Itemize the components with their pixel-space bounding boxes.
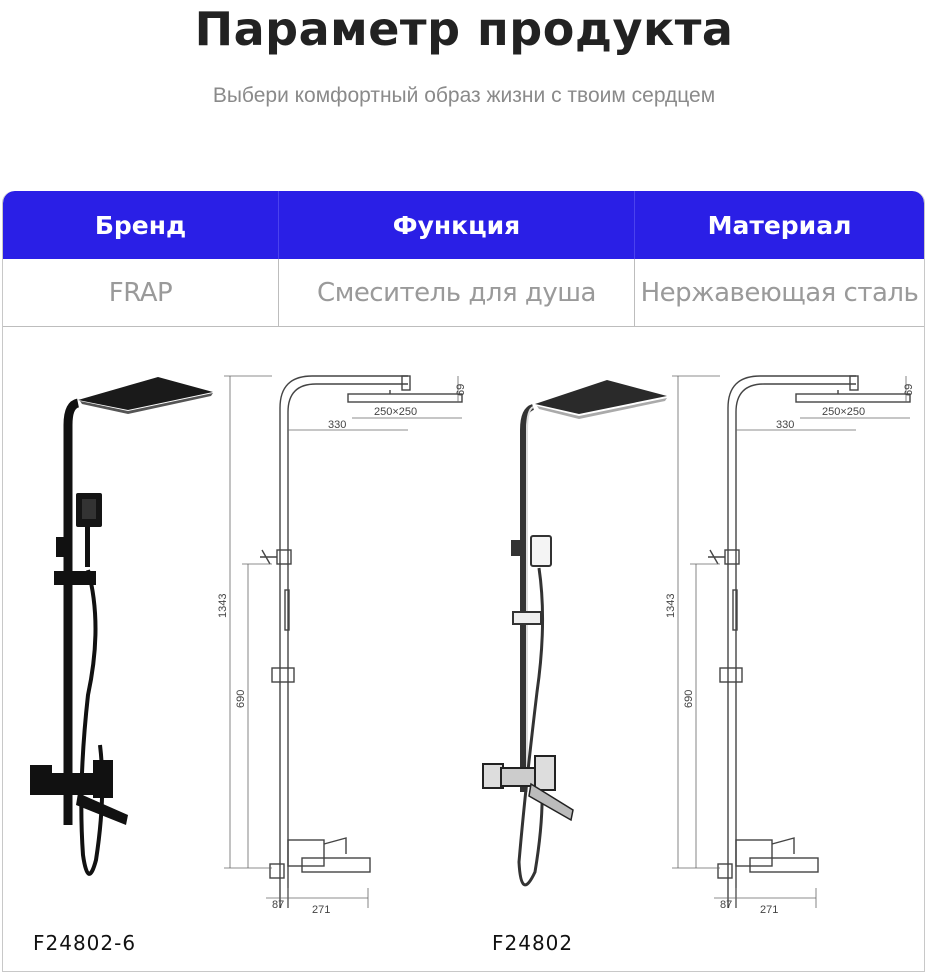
value-material: Нержавеющая сталь — [640, 277, 919, 308]
value-function: Смеситель для душа — [279, 259, 635, 326]
dim-lower-height-black: 690 — [235, 689, 247, 708]
table-header-row — [3, 191, 924, 259]
dim-spout-a-chrome: 87 — [720, 899, 733, 911]
product-photo-chrome — [475, 372, 675, 912]
dim-head-height-black: 69 — [455, 383, 467, 396]
dim-total-height-black: 1343 — [217, 593, 229, 618]
dim-total-height-chrome: 1343 — [665, 593, 677, 618]
product-photo-black — [18, 365, 218, 910]
technical-drawing-black — [212, 368, 474, 920]
dim-head-chrome: 250×250 — [822, 406, 866, 418]
header-material: Материал — [707, 210, 852, 240]
page-title: Параметр продукта — [194, 2, 734, 56]
dim-spout-b-black: 271 — [312, 904, 331, 916]
page-subtitle: Выбери комфортный образ жизни с твоим сердцем — [212, 84, 716, 107]
technical-drawing-chrome — [660, 368, 922, 920]
dim-arm-black: 330 — [328, 419, 347, 431]
header-brand: Бренд — [3, 191, 279, 259]
dim-head-height-chrome: 69 — [903, 383, 915, 396]
dim-lower-height-chrome: 690 — [683, 689, 695, 708]
table-row — [3, 259, 924, 327]
dim-spout-b-chrome: 271 — [760, 904, 779, 916]
dim-arm-chrome: 330 — [776, 419, 795, 431]
value-brand: FRAP — [3, 259, 279, 326]
header-function: Функция — [279, 191, 635, 259]
dim-head-black: 250×250 — [374, 406, 418, 418]
model-label-chrome: F24802 — [492, 931, 574, 955]
dim-spout-a-black: 87 — [272, 899, 285, 911]
model-label-black: F24802-6 — [33, 931, 137, 955]
